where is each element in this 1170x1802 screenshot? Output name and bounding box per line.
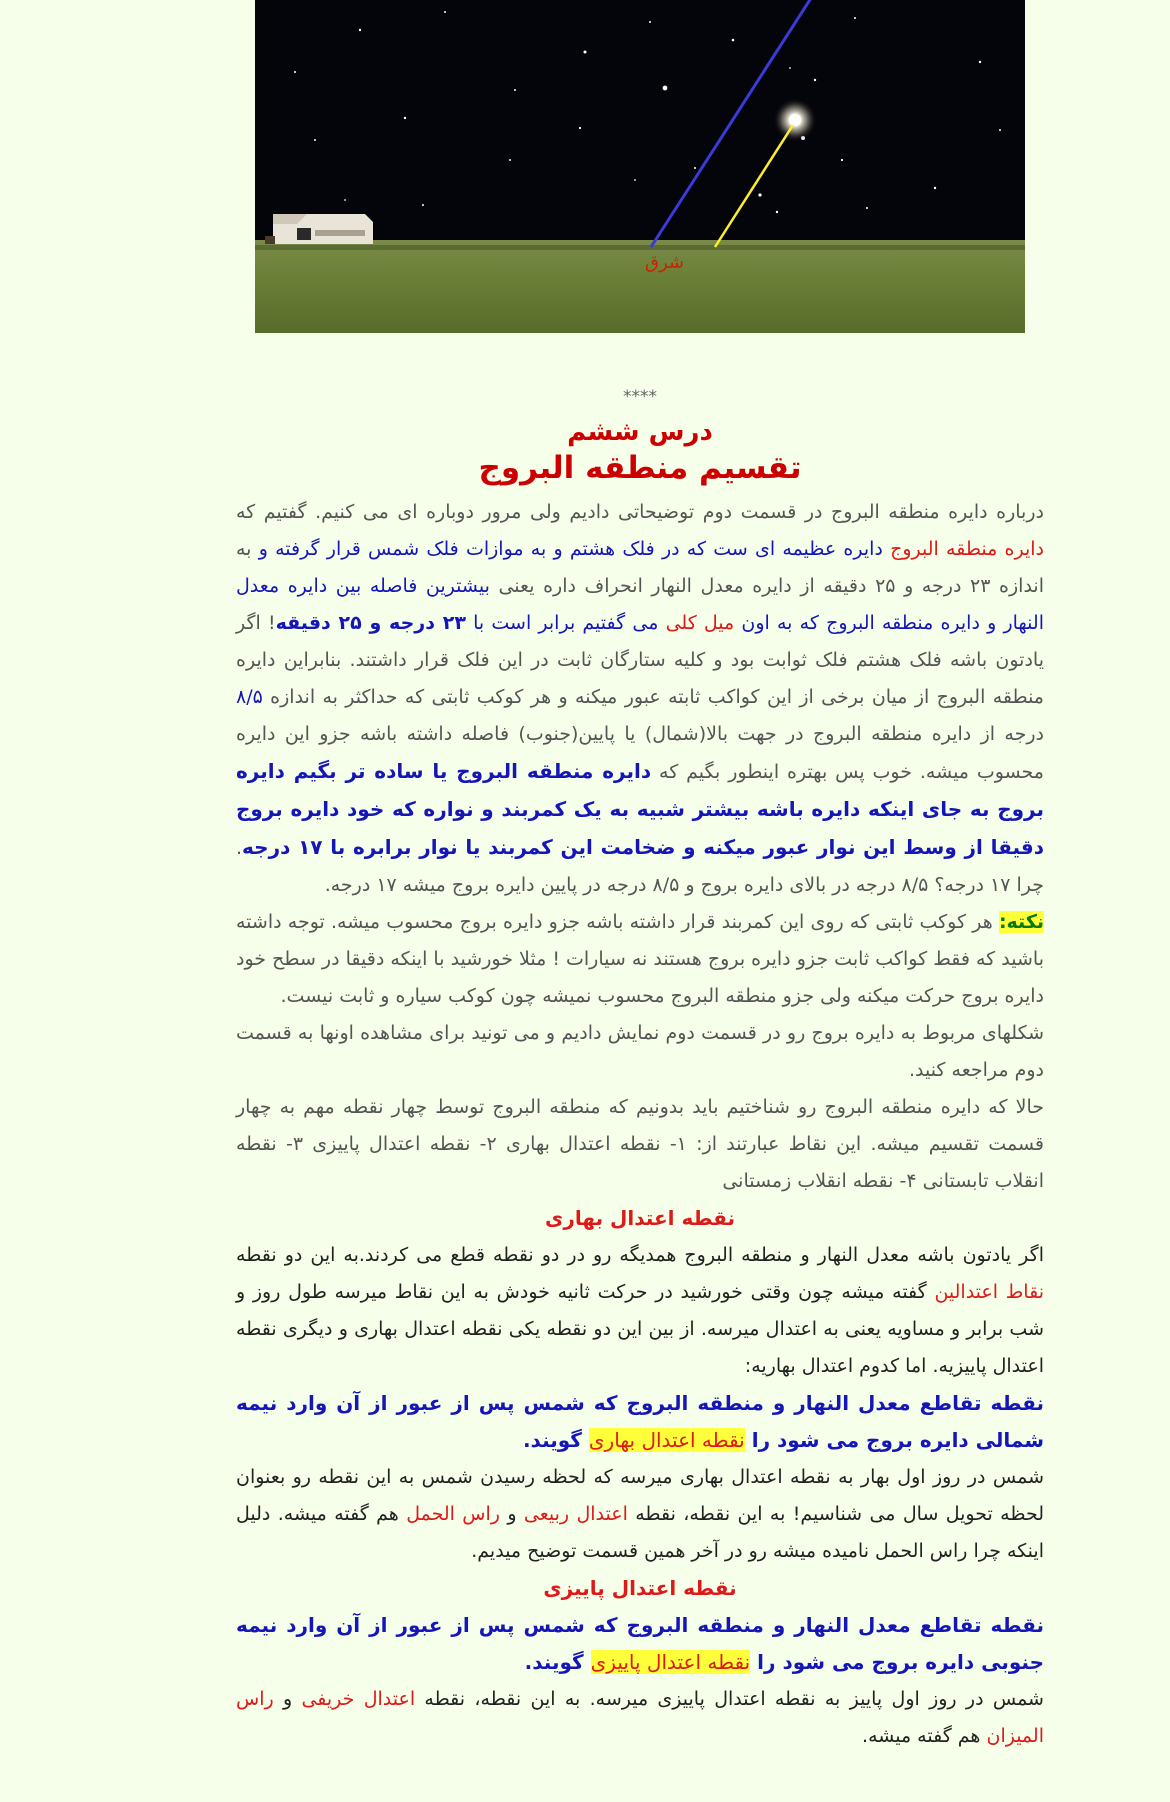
note-paragraph: نکته: هر کوکب ثابتی که روی این کمربند قرار داشته باشه جزو دایره بروج محسوب میشه. توجه داشته باشید که فقط کواکب ثابت جزو دایره بروج هستند نه سیارات ! مثلا خورشید با اینکه دقیقا در سطح خود دایره بروج حرکت میکنه ولی جزو منطقه البروج محسوب نمیشه چون کوکب سیاره و ثابت نیست.: [236, 911, 1044, 1007]
lesson-content: [236, 382, 1044, 1755]
lesson-title: درس ششم: [567, 417, 713, 447]
spring-intro-paragraph: اگر یادتون باشه معدل النهار و منطقه البروج همدیگه رو در دو نقطه قطع می کردند.به این دو نقطه نقاط اعتدالین گفته میشه چون وقتی خورشید در حرکت ثانیه خودش به این نقاط میرسه طول روز و شب برابر و مساویه یعنی به اعتدال میرسه. از بین این دو نقطه یکی نقطه اعتدال بهاری و دیگری نقطه اعتدال پاییزیه. اما کدوم اعتدال بهاریه:: [236, 1244, 1044, 1377]
east-label: شرق: [645, 252, 684, 273]
note-label: نکته:: [998, 911, 1044, 933]
autumn-definition: نقطه تقاطع معدل النهار و منطقه البروج که شمس پس از عبور از آن وارد نیمه جنوبی دایره بروج می شود را نقطه اعتدال پاییزی گویند.: [236, 1613, 1044, 1674]
intro-paragraph: درباره دایره منطقه البروج در قسمت دوم توضیحاتی دادیم ولی مرور دوباره ای می کنیم. گفتیم که دایره منطقه البروج دایره عظیمه ای ست که در فلک هشتم و به موازات فلک شمس قرار گرفته و به اندازه ۲۳ درجه و ۲۵ دقیقه از دایره معدل النهار انحراف داره یعنی بیشترین فاصله بین دایره معدل النهار و دایره منطقه البروج که به اون میل کلی می گفتیم برابر است با ۲۳ درجه و ۲۵ دقیقه! اگر یادتون باشه فلک هشتم فلک ثوابت بود و کلیه ستارگان ثابت در این فلک قرار داشتند. بنابراین دایره منطقه البروج از میان برخی از این کواکب ثابته عبور میکنه و هر کوکب ثابتی که حداکثر به اندازه ۸/۵ درجه از دایره منطقه البروج در جهت بالا(شمال) یا پایین(جنوب) فاصله داشته باشه جزو این دایره محسوب میشه. خوب پس بهتره اینطور بگیم که دایره منطقه البروج یا ساده تر بگیم دایره بروج به جای اینکه دایره باشه بیشتر شبیه به یک کمربند و نواره که خود دایره بروج دقیقا از وسط این نوار عبور میکنه و ضخامت این کمربند یا نوار برابره با ۱۷ درجه. چرا ۱۷ درجه؟ ۸/۵ درجه در بالای دایره بروج و ۸/۵ درجه در پایین دایره بروج میشه ۱۷ درجه.: [236, 501, 1044, 896]
spring-definition: نقطه تقاطع معدل النهار و منطقه البروج که شمس پس از عبور از آن وارد نیمه شمالی دایره بروج می شود را نقطه اعتدال بهاری گویند.: [236, 1391, 1044, 1452]
figures-paragraph: شکلهای مربوط به دایره بروج رو در قسمت دوم نمایش دادیم و می تونید برای مشاهده اونها به قسمت دوم مراجعه کنید.: [236, 1022, 1044, 1081]
building-icon: [265, 214, 373, 244]
four-points-paragraph: حالا که دایره منطقه البروج رو شناختیم باید بدونیم که منطقه البروج توسط چهار نقطه مهم به چهار قسمت تقسیم میشه. این نقاط عبارتند از: ۱- نقطه اعتدال بهاری ۲- نقطه اعتدال پاییزی ۳- نقطه انقلاب تابستانی ۴- نقطه انقلاب زمستانی: [236, 1096, 1044, 1192]
separator: ****: [623, 387, 657, 407]
autumn-detail-paragraph: شمس در روز اول پاییز به نقطه اعتدال پاییزی میرسه. به این نقطه، نقطه اعتدال خریفی و راس المیزان هم گفته میشه.: [236, 1688, 1044, 1747]
lesson-subtitle: تقسیم منطقه البروج: [478, 450, 802, 486]
grass-field: [255, 240, 1025, 333]
spring-detail-paragraph: شمس در روز اول بهار به نقطه اعتدال بهاری میرسه که لحظه رسیدن شمس به این نقطه رو بعنوان لحظه تحویل سال می شناسیم! به این نقطه، نقطه اعتدال ربیعی و راس الحمل هم گفته میشه. دلیل اینکه چرا راس الحمل نامیده میشه رو در آخر همین قسمت توضیح میدیم.: [236, 1466, 1044, 1562]
night-sky-image: [255, 0, 1025, 333]
autumn-equinox-heading: نقطه اعتدال پاییزی: [543, 1576, 737, 1600]
spring-equinox-heading: نقطه اعتدال بهاری: [545, 1206, 735, 1230]
